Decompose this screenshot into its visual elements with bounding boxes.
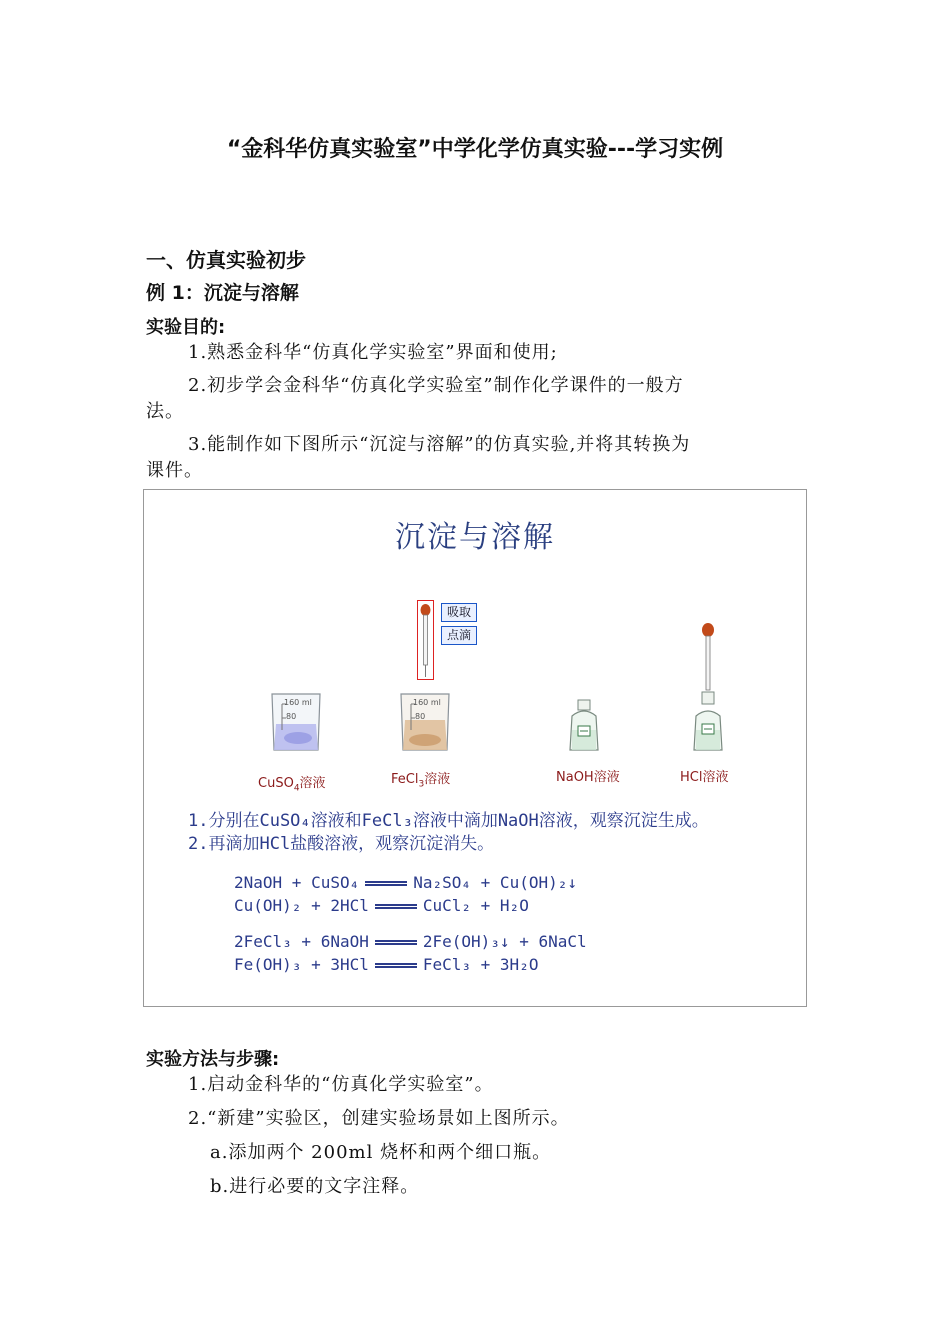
equation-3: 2FeCl₃ + 6NaOH 2Fe(OH)₃↓ + 6NaCl: [234, 932, 587, 951]
label-naoh: NaOH溶液: [556, 770, 620, 785]
absorb-button[interactable]: 吸取: [441, 603, 477, 622]
instruction-2: 2.再滴加HCl盐酸溶液，观察沉淀消失。: [188, 834, 495, 854]
dropper-icon: [418, 601, 433, 679]
page-title: “金科华仿真实验室”中学化学仿真实验---学习实例: [226, 137, 724, 162]
beaker-mark-80: 80: [286, 712, 297, 721]
purpose-item: 课件。: [146, 460, 203, 481]
purpose-item: 1.熟悉金科华“仿真化学实验室”界面和使用;: [188, 342, 558, 363]
experiment-figure: [143, 489, 807, 1007]
label-hcl: HCl溶液: [680, 770, 729, 785]
step-item: 2.“新建”实验区，创建实验场景如上图所示。: [188, 1108, 570, 1129]
equation-2: Cu(OH)₂ + 2HCl CuCl₂ + H₂O: [234, 896, 529, 915]
section-heading: 一、仿真实验初步: [146, 248, 306, 272]
drop-button[interactable]: 点滴: [441, 626, 477, 645]
step-item: b.进行必要的文字注释。: [210, 1176, 420, 1197]
purpose-heading: 实验目的:: [146, 317, 226, 338]
equation-4: Fe(OH)₃ + 3HCl FeCl₃ + 3H₂O: [234, 955, 539, 974]
naoh-bottle-icon[interactable]: [566, 698, 602, 752]
beaker-mark-80: 80: [415, 712, 426, 721]
purpose-item: 2.初步学会金科华“仿真化学实验室”制作化学课件的一般方: [188, 375, 684, 396]
example-heading: 例 1：沉淀与溶解: [146, 282, 299, 304]
equation-1: 2NaOH + CuSO₄ Na₂SO₄ + Cu(OH)₂↓: [234, 873, 577, 892]
step-item: 1.启动金科华的“仿真化学实验室”。: [188, 1074, 494, 1095]
step-item: a.添加两个 200ml 烧杯和两个细口瓶。: [210, 1142, 552, 1163]
purpose-item: 3.能制作如下图所示“沉淀与溶解”的仿真实验,并将其转换为: [188, 434, 691, 455]
figure-title: 沉淀与溶解: [395, 520, 555, 555]
method-heading: 实验方法与步骤:: [146, 1049, 280, 1070]
selected-dropper-frame[interactable]: [417, 600, 434, 680]
label-fecl3: FeCl$_3$溶液: [391, 772, 451, 790]
instruction-1: 1.分别在CuSO₄溶液和FeCl₃溶液中滴加NaOH溶液，观察沉淀生成。: [188, 811, 709, 831]
beaker-mark-160: 160 ml: [413, 698, 441, 707]
label-cuso4: CuSO$_4$溶液: [258, 776, 326, 794]
purpose-item: 法。: [146, 401, 184, 422]
hcl-bottle-with-dropper-icon[interactable]: [690, 620, 726, 752]
beaker-mark-160: 160 ml: [284, 698, 312, 707]
